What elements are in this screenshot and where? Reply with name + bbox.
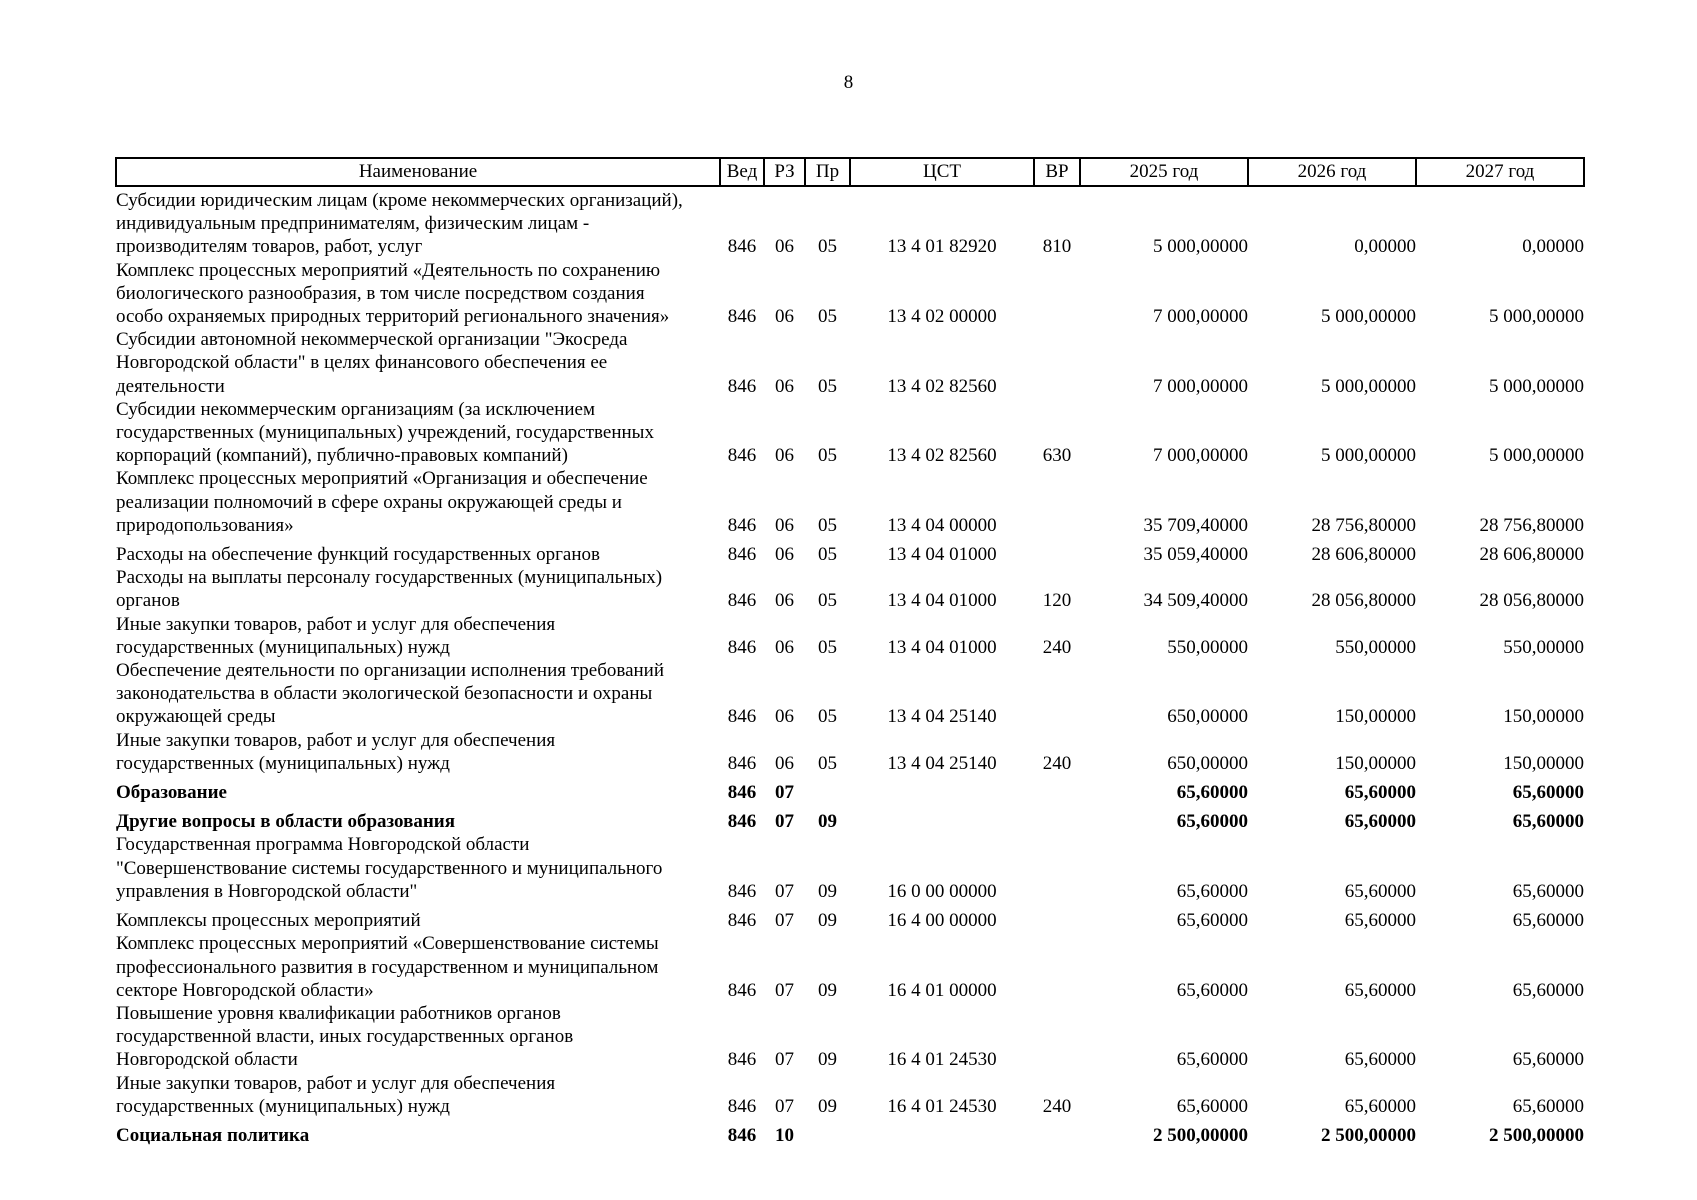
cell-2026: 5 000,00000 [1321,306,1416,328]
cell-cst: 13 4 04 25140 [887,752,997,774]
name-line: профессионального развития в государственном и муниципальном [116,956,659,978]
cell-cst: 13 4 04 25140 [887,706,997,728]
table-row [116,1118,1584,1147]
cell-cst: 13 4 04 01000 [887,636,997,658]
cell-pr: 09 [818,811,837,833]
cell-2025: 65,60000 [1176,811,1248,833]
cell-2025: 34 509,40000 [1143,590,1248,612]
cell-vr: 630 [1042,445,1072,467]
cell-pr: 09 [818,910,837,932]
name-line: секторе Новгородской области» [116,979,374,1001]
header-ved: Вед [720,158,764,186]
cell-2026: 28 056,80000 [1311,590,1416,612]
name-line: "Совершенствование системы государственного и муниципального [116,857,663,879]
cell-ved: 846 [727,752,757,774]
cell-2025: 65,60000 [1176,880,1248,902]
name-line: деятельности [116,375,225,397]
name-line: государственных (муниципальных) нужд [116,752,450,774]
cell-2027: 150,00000 [1503,706,1584,728]
cell-2027: 65,60000 [1512,880,1584,902]
table-row [116,1002,1584,1072]
name-line: управления в Новгородской области" [116,880,418,902]
table-row [116,566,1584,612]
cell-ved: 846 [727,811,757,833]
cell-cst [850,804,1034,833]
cell-vr: 810 [1042,236,1072,258]
cell-vr [1034,775,1080,804]
header-cst: ЦСТ [850,158,1034,186]
cell-ved: 846 [727,544,757,566]
cell-ved: 846 [727,706,757,728]
table-row [116,259,1584,329]
cell-2025: 5 000,00000 [1153,236,1248,258]
cell-2026: 2 500,00000 [1321,1124,1416,1146]
cell-2025: 65,60000 [1176,910,1248,932]
cell-vr: 240 [1042,636,1072,658]
cell-pr: 05 [818,590,837,612]
cell-2025: 650,00000 [1167,752,1248,774]
cell-rz: 07 [775,880,794,902]
cell-rz: 07 [775,1095,794,1117]
cell-2027: 65,60000 [1512,979,1584,1001]
name-line: государственных (муниципальных) нужд [116,636,450,658]
name-line: Расходы на обеспечение функций государственных органов [116,544,600,566]
cell-vr [1034,659,1080,729]
cell-rz: 06 [775,706,794,728]
cell-2027: 28 606,80000 [1479,544,1584,566]
cell-2026: 5 000,00000 [1321,445,1416,467]
cell-2027: 5 000,00000 [1489,445,1584,467]
cell-2027: 65,60000 [1512,1049,1584,1071]
cell-2026: 0,00000 [1354,236,1416,258]
name-line: государственных (муниципальных) учреждений, государственных [116,422,654,444]
cell-2027: 5 000,00000 [1489,375,1584,397]
table-row [116,775,1584,804]
cell-vr [1034,537,1080,566]
cell-2025: 550,00000 [1167,636,1248,658]
cell-2025: 65,60000 [1176,1049,1248,1071]
cell-pr: 09 [818,979,837,1001]
cell-cst: 13 4 04 01000 [887,544,997,566]
cell-name [116,903,720,932]
cell-rz: 06 [775,752,794,774]
table-row [116,932,1584,1002]
cell-rz: 07 [775,1049,794,1071]
cell-pr: 05 [818,752,837,774]
table-row [116,659,1584,729]
table-row [116,729,1584,775]
cell-2026: 65,60000 [1344,880,1416,902]
cell-ved: 846 [727,590,757,612]
cell-rz: 07 [775,910,794,932]
cell-name [116,259,720,329]
name-line: реализации полномочий в сфере охраны окружающей среды и [116,491,622,513]
cell-cst: 13 4 01 82920 [887,236,997,258]
cell-name [116,932,720,1002]
name-line: производителям товаров, работ, услуг [116,236,423,258]
header-2027: 2027 год [1416,158,1584,186]
name-line: Субсидии автономной некоммерческой организации "Экосреда [116,329,628,351]
cell-rz: 06 [775,236,794,258]
cell-pr: 05 [818,514,837,536]
cell-cst: 13 4 04 00000 [887,514,997,536]
cell-2026: 65,60000 [1344,782,1416,804]
cell-vr [1034,903,1080,932]
budget-table [115,157,1585,1147]
cell-ved: 846 [727,1124,757,1146]
cell-2027: 5 000,00000 [1489,306,1584,328]
cell-2027: 65,60000 [1512,811,1584,833]
cell-pr: 05 [818,636,837,658]
cell-pr: 05 [818,544,837,566]
cell-pr: 05 [818,375,837,397]
cell-name [116,186,720,259]
cell-rz: 06 [775,636,794,658]
cell-2027: 28 056,80000 [1479,590,1584,612]
cell-rz: 07 [775,979,794,1001]
cell-name [116,467,720,537]
cell-2025: 35 059,40000 [1143,544,1248,566]
cell-2025: 65,60000 [1176,979,1248,1001]
cell-rz: 10 [775,1124,794,1146]
cell-vr: 240 [1042,752,1072,774]
name-line: Новгородской области [116,1049,298,1071]
name-line: Расходы на выплаты персоналу государственных (муниципальных) [116,567,663,589]
cell-cst [850,775,1034,804]
cell-name [116,729,720,775]
cell-vr [1034,932,1080,1002]
header-name: Наименование [116,158,720,186]
cell-name [116,659,720,729]
cell-2025: 65,60000 [1176,1095,1248,1117]
cell-2027: 2 500,00000 [1489,1124,1584,1146]
name-line: государственной власти, иных государственных органов [116,1026,574,1048]
cell-2026: 65,60000 [1344,811,1416,833]
cell-cst: 16 4 00 00000 [887,910,997,932]
cell-2026: 28 606,80000 [1311,544,1416,566]
name-line: Комплекс процессных мероприятий «Организация и обеспечение [116,468,648,490]
header-2025: 2025 год [1080,158,1248,186]
cell-2027: 65,60000 [1512,910,1584,932]
cell-2027: 150,00000 [1503,752,1584,774]
name-line: Иные закупки товаров, работ и услуг для обеспечения [116,613,556,635]
cell-cst: 13 4 02 82560 [887,375,997,397]
cell-2027: 550,00000 [1503,636,1584,658]
cell-2025: 65,60000 [1176,782,1248,804]
cell-ved: 846 [727,636,757,658]
cell-vr: 120 [1042,590,1072,612]
name-line: биологического разнообразия, в том числе посредством создания [116,282,645,304]
cell-rz: 06 [775,375,794,397]
cell-cst: 13 4 04 01000 [887,590,997,612]
name-line: корпораций (компаний), публично-правовых компаний) [116,445,568,467]
table-row [116,537,1584,566]
table-row [116,804,1584,833]
cell-name [116,566,720,612]
cell-vr [1034,1002,1080,1072]
cell-cst [850,1118,1034,1147]
cell-name [116,833,720,903]
cell-name [116,1072,720,1118]
cell-ved: 846 [727,445,757,467]
header-vr: ВР [1034,158,1080,186]
cell-rz: 06 [775,590,794,612]
cell-pr: 05 [818,706,837,728]
name-line: органов [116,590,180,612]
cell-vr [1034,467,1080,537]
cell-rz: 07 [775,782,794,804]
cell-2026: 65,60000 [1344,910,1416,932]
name-line: Иные закупки товаров, работ и услуг для обеспечения [116,1072,556,1094]
name-line: Социальная политика [116,1124,310,1146]
cell-2026: 150,00000 [1335,752,1416,774]
table-row [116,467,1584,537]
cell-rz: 06 [775,445,794,467]
cell-name [116,775,720,804]
cell-pr: 05 [818,445,837,467]
name-line: Образование [116,782,227,804]
name-line: Субсидии некоммерческим организациям (за исключением [116,398,595,420]
table-row [116,903,1584,932]
cell-2027: 28 756,80000 [1479,514,1584,536]
cell-2027: 0,00000 [1522,236,1584,258]
cell-2025: 7 000,00000 [1153,375,1248,397]
cell-ved: 846 [727,979,757,1001]
cell-ved: 846 [727,306,757,328]
cell-vr [1034,259,1080,329]
table-row [116,613,1584,659]
cell-name [116,328,720,398]
cell-2026: 5 000,00000 [1321,375,1416,397]
name-line: особо охраняемых природных территорий регионального значения» [116,306,670,328]
cell-rz: 06 [775,306,794,328]
cell-rz: 06 [775,514,794,536]
cell-2026: 150,00000 [1335,706,1416,728]
cell-2025: 7 000,00000 [1153,445,1248,467]
name-line: Другие вопросы в области образования [116,811,456,833]
cell-pr: 09 [818,1049,837,1071]
name-line: государственных (муниципальных) нужд [116,1095,450,1117]
table-body [116,186,1584,1147]
header-pr: Пр [805,158,850,186]
cell-pr: 09 [818,1095,837,1117]
cell-name [116,537,720,566]
cell-pr [805,775,850,804]
cell-name [116,1002,720,1072]
header-2026: 2026 год [1248,158,1416,186]
name-line: природопользования» [116,514,294,536]
cell-cst: 13 4 02 00000 [887,306,997,328]
cell-pr: 09 [818,880,837,902]
name-line: Повышение уровня квалификации работников органов [116,1002,561,1024]
cell-ved: 846 [727,1049,757,1071]
cell-pr [805,1118,850,1147]
cell-ved: 846 [727,910,757,932]
name-line: законодательства в области экологической безопасности и охраны [116,683,653,705]
cell-2026: 65,60000 [1344,1049,1416,1071]
cell-name [116,804,720,833]
cell-cst: 13 4 02 82560 [887,445,997,467]
cell-pr: 05 [818,236,837,258]
cell-vr [1034,804,1080,833]
table-row [116,1072,1584,1118]
name-line: индивидуальным предпринимателям, физическим лицам - [116,213,590,235]
cell-2025: 650,00000 [1167,706,1248,728]
cell-rz: 06 [775,544,794,566]
cell-2025: 35 709,40000 [1143,514,1248,536]
cell-cst: 16 4 01 24530 [887,1049,997,1071]
cell-vr: 240 [1042,1095,1072,1117]
cell-2026: 65,60000 [1344,1095,1416,1117]
cell-ved: 846 [727,375,757,397]
cell-name [116,398,720,468]
cell-name [116,613,720,659]
cell-vr [1034,833,1080,903]
cell-2026: 28 756,80000 [1311,514,1416,536]
cell-2027: 65,60000 [1512,1095,1584,1117]
cell-ved: 846 [727,1095,757,1117]
page-number: 8 [843,72,854,93]
cell-2027: 65,60000 [1512,782,1584,804]
table-row [116,398,1584,468]
cell-rz: 07 [775,811,794,833]
name-line: Комплекс процессных мероприятий «Совершенствование системы [116,933,659,955]
cell-cst: 16 4 01 00000 [887,979,997,1001]
cell-2025: 7 000,00000 [1153,306,1248,328]
cell-ved: 846 [727,782,757,804]
cell-2026: 65,60000 [1344,979,1416,1001]
name-line: Иные закупки товаров, работ и услуг для обеспечения [116,729,556,751]
cell-2026: 550,00000 [1335,636,1416,658]
name-line: Комплексы процессных мероприятий [116,910,421,932]
cell-name [116,1118,720,1147]
table-row [116,186,1584,259]
cell-pr: 05 [818,306,837,328]
table-row [116,833,1584,903]
cell-cst: 16 4 01 24530 [887,1095,997,1117]
table-header [116,158,1584,186]
cell-cst: 16 0 00 00000 [887,880,997,902]
cell-ved: 846 [727,880,757,902]
name-line: Государственная программа Новгородской области [116,834,530,856]
cell-2025: 2 500,00000 [1153,1124,1248,1146]
name-line: Субсидии юридическим лицам (кроме некоммерческих организаций), [116,190,683,211]
cell-vr [1034,1118,1080,1147]
header-rz: РЗ [764,158,805,186]
name-line: окружающей среды [116,706,276,728]
cell-ved: 846 [727,514,757,536]
name-line: Обеспечение деятельности по организации исполнения требований [116,660,665,682]
name-line: Новгородской области" в целях финансового обеспечения ее [116,352,608,374]
table-row [116,328,1584,398]
name-line: Комплекс процессных мероприятий «Деятельность по сохранению [116,259,661,281]
cell-vr [1034,328,1080,398]
cell-ved: 846 [727,236,757,258]
